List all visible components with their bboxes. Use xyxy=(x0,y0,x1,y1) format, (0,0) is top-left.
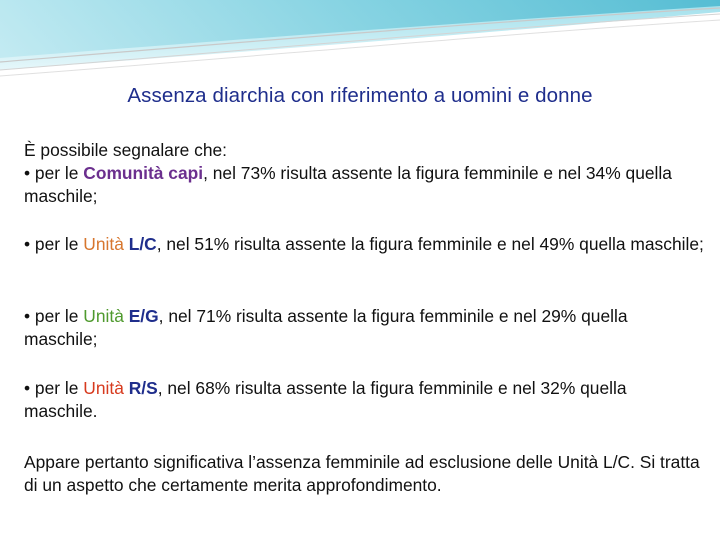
unit-code-eg: E/G xyxy=(128,306,159,326)
unita-label: Unità xyxy=(83,378,129,398)
bullet-unita-rs xyxy=(24,377,704,423)
bullet-unita-lc xyxy=(24,233,704,256)
bullet-text: , nel 51% risulta assente la figura femminile e nel 49% quella maschile; xyxy=(156,234,704,254)
unit-code-rs: R/S xyxy=(128,378,158,398)
unita-label: Unità xyxy=(83,234,129,254)
header-wave-decoration xyxy=(0,0,720,90)
unit-code-lc: L/C xyxy=(128,234,157,254)
bullet-prefix: • per le xyxy=(24,163,84,183)
bullet-text: , nel 71% risulta assente la figura femminile e nel 29% quella maschile; xyxy=(24,306,628,349)
bullet-prefix: • per le xyxy=(24,378,84,398)
conclusion-text: Appare pertanto significativa l’assenza femminile ad esclusione delle Unità L/C. Si tratta di un aspetto che certamente merita approfondimento. xyxy=(24,452,700,495)
bullet-unita-eg xyxy=(24,305,704,351)
intro-text: È possibile segnalare che: xyxy=(24,140,228,160)
bullet-comunita-capi xyxy=(24,162,704,208)
unita-label: Unità xyxy=(83,306,129,326)
slide-title: Assenza diarchia con riferimento a uomini e donne xyxy=(127,84,593,107)
bullet-prefix: • per le xyxy=(24,306,84,326)
comunita-capi-label: Comunità capi xyxy=(83,163,204,183)
bullet-text: , nel 73% risulta assente la figura femminile e nel 34% quella maschile; xyxy=(24,163,672,206)
bullet-prefix: • per le xyxy=(24,234,84,254)
bullet-text: , nel 68% risulta assente la figura femminile e nel 32% quella maschile. xyxy=(24,378,627,421)
